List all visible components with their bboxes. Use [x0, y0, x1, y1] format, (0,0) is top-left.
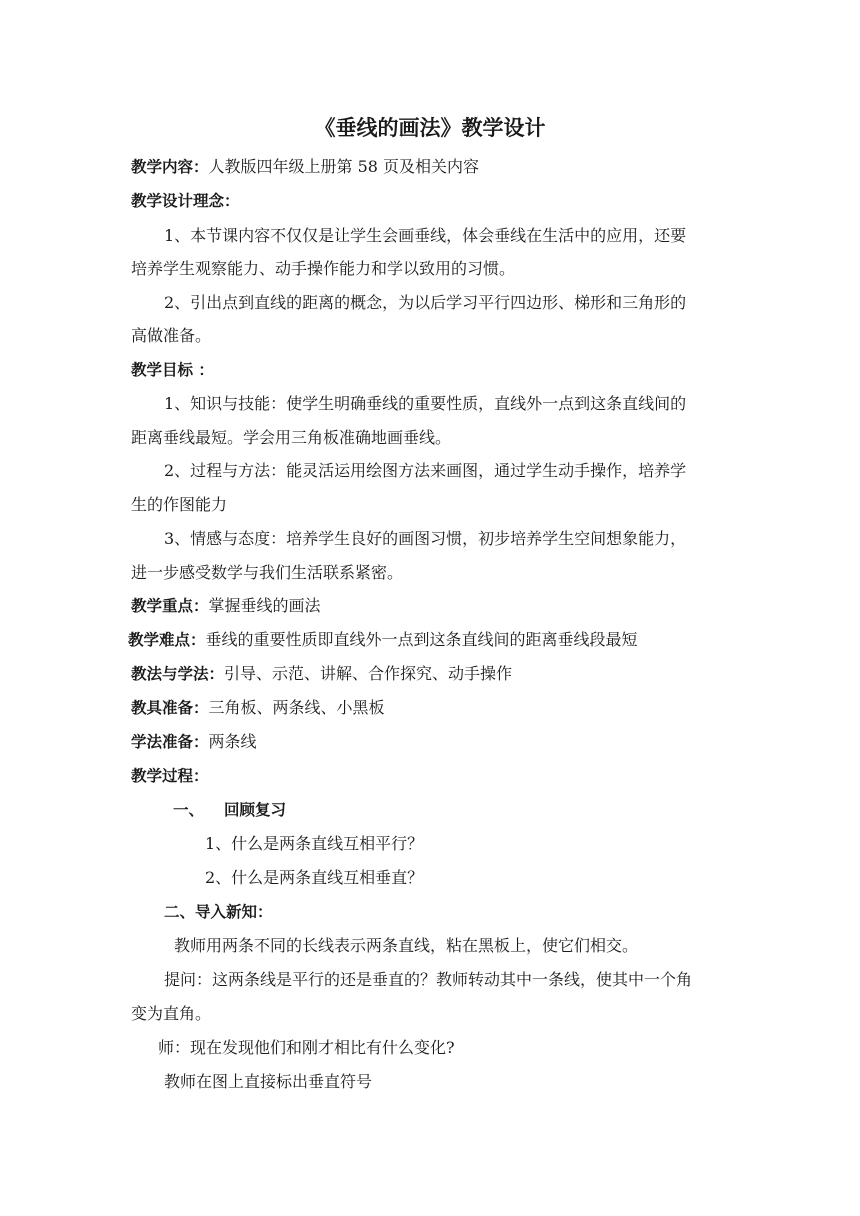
student-tools-text: 两条线	[208, 732, 257, 751]
key-point	[131, 595, 321, 617]
section1-number: 一、	[173, 801, 205, 819]
concept-p1-line2: 培养学生观察能力、动手操作能力和学以致用的习惯。	[131, 259, 516, 278]
intro-paragraph-4: 教师在图上直接标出垂直符号	[164, 1072, 373, 1091]
student-tools	[131, 731, 257, 753]
teacher-tools-label: 教具准备：	[131, 699, 209, 717]
teaching-content-text: 人教版四年级上册第 58 页及相关内容	[208, 157, 480, 176]
intro-paragraph-3: 师：现在发现他们和刚才相比有什么变化?	[158, 1038, 455, 1057]
methods	[131, 663, 512, 685]
design-concept-label: 教学设计理念：	[131, 192, 240, 210]
teacher-tools	[131, 697, 385, 719]
concept-p2-line1: 2、引出点到直线的距离的概念，为以后学习平行四边形、梯形和三角形的	[164, 293, 687, 312]
intro-paragraph-2-line2: 变为直角。	[131, 1004, 212, 1023]
key-point-text: 掌握垂线的画法	[208, 596, 321, 615]
goal1-line2: 距离垂线最短。学会用三角板准确地画垂线。	[131, 428, 452, 447]
teaching-content-label: 教学内容：	[131, 158, 209, 176]
methods-label: 教法与学法：	[131, 665, 225, 683]
teaching-content	[131, 156, 479, 178]
intro-paragraph-2-line1: 提问：这两条线是平行的还是垂直的？教师转动其中一条线，使其中一个角	[164, 970, 693, 989]
review-question-1: 1、什么是两条直线互相平行？	[205, 834, 424, 853]
difficulty-text: 垂线的重要性质即直线外一点到这条直线间的距离垂线段最短	[205, 630, 638, 649]
student-tools-label: 学法准备：	[131, 733, 209, 751]
difficulty-label: 教学难点：	[128, 631, 206, 649]
process-label: 教学过程：	[131, 767, 209, 785]
goal3-line1: 3、情感与态度：培养学生良好的画图习惯，初步培养学生空间想象能力，	[164, 529, 687, 548]
difficulty	[128, 629, 638, 651]
methods-text: 引导、示范、讲解、合作探究、动手操作	[224, 664, 513, 683]
goal1-line1: 1、知识与技能：使学生明确垂线的重要性质，直线外一点到这条直线间的	[164, 394, 687, 413]
concept-p2-line2: 高做准备。	[131, 326, 212, 345]
goal2-line1: 2、过程与方法：能灵活运用绘图方法来画图，通过学生动手操作，培养学	[164, 461, 687, 480]
goal3-line2: 进一步感受数学与我们生活联系紧密。	[131, 563, 404, 582]
review-question-2: 2、什么是两条直线互相垂直？	[205, 868, 424, 887]
teacher-tools-text: 三角板、两条线、小黑板	[208, 698, 385, 717]
document-title: 《垂线的画法》教学设计	[314, 116, 546, 140]
concept-p1-line1: 1、本节课内容不仅仅是让学生会画垂线，体会垂线在生活中的应用，还要	[164, 226, 687, 245]
goal2-line2: 生的作图能力	[131, 495, 228, 514]
section2-heading: 二、导入新知：	[164, 903, 273, 921]
key-point-label: 教学重点：	[131, 597, 209, 615]
intro-paragraph-1: 教师用两条不同的长线表示两条直线，粘在黑板上，使它们相交。	[174, 936, 639, 955]
section1-heading	[173, 799, 286, 821]
section1-title: 回顾复习	[224, 801, 287, 819]
goals-label: 教学目标 ：	[131, 361, 214, 379]
